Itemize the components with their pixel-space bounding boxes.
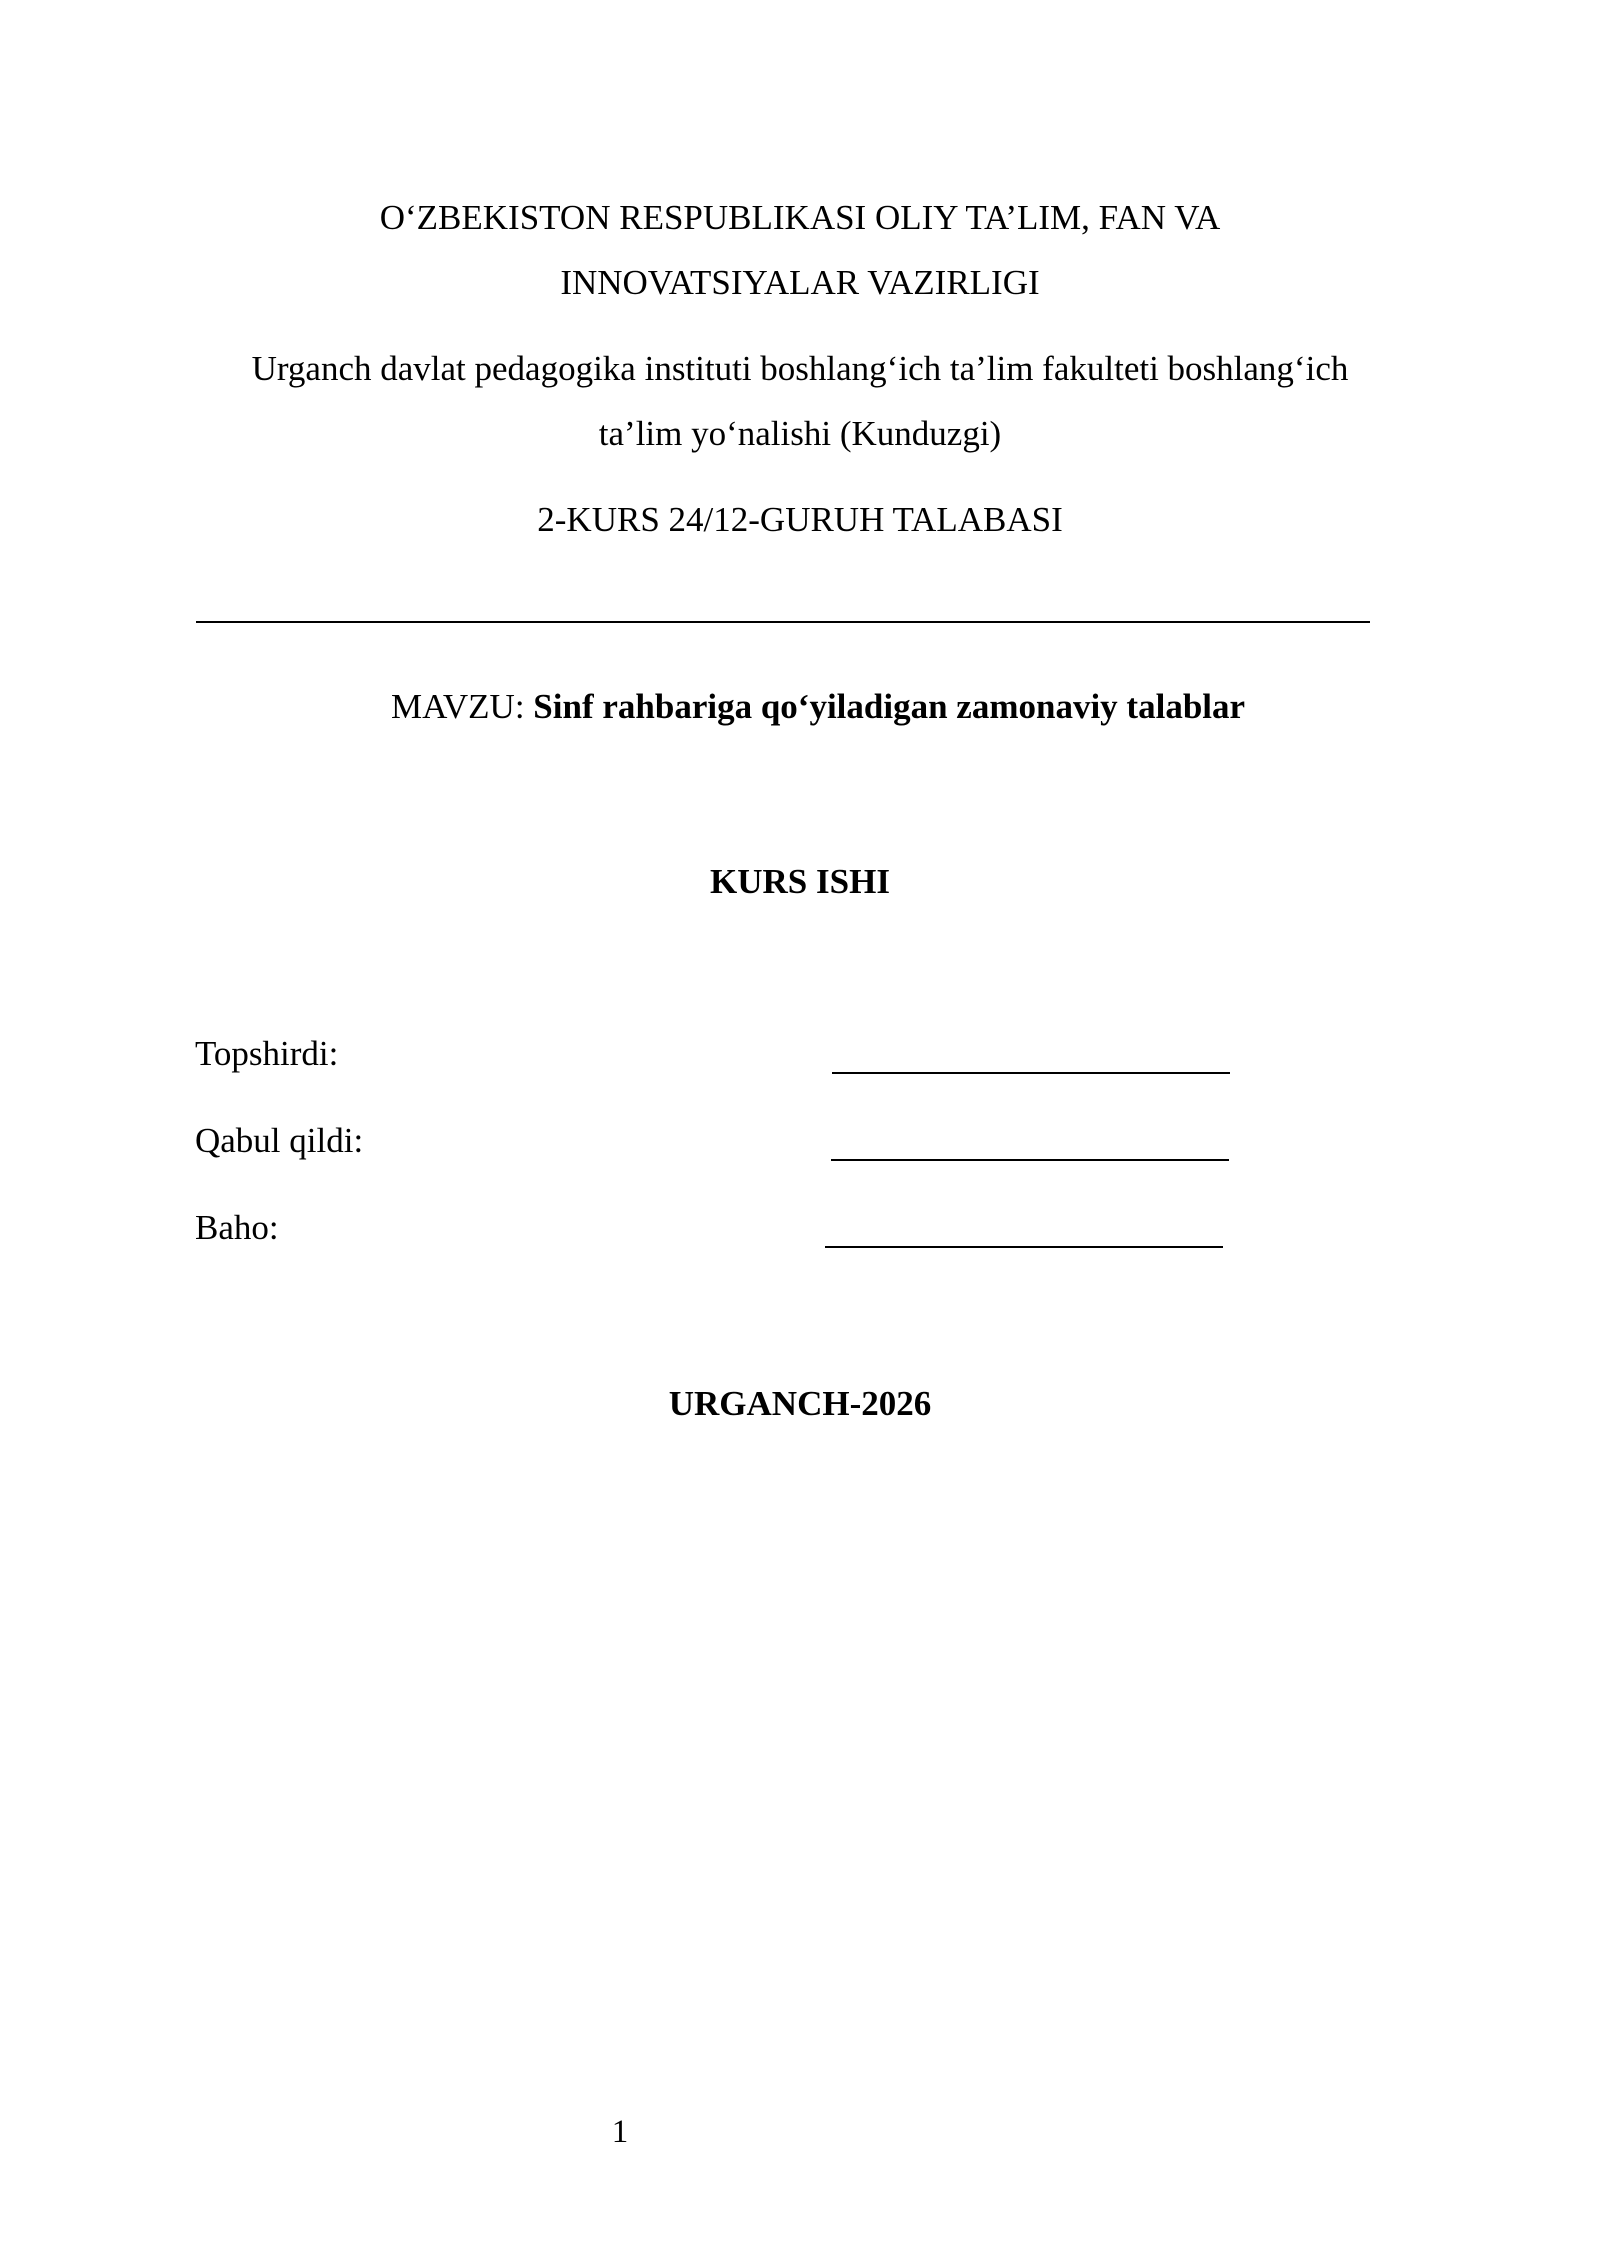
- accepted-by-blank: [831, 1159, 1229, 1161]
- ministry-title-line2: INNOVATSIYALAR VAZIRLIGI: [560, 263, 1040, 302]
- ministry-title-line1: O‘ZBEKISTON RESPUBLIKASI OLIY TA’LIM, FAN VA: [379, 198, 1221, 237]
- topic-label: MAVZU:: [391, 687, 525, 726]
- submitted-by-blank: [832, 1072, 1230, 1074]
- city-year-heading: URGANCH-2026: [668, 1384, 932, 1423]
- submitted-by-label: Topshirdi:: [195, 1034, 339, 1073]
- topic-line: [391, 685, 1245, 729]
- course-group-line: 2-KURS 24/12-GURUH TALABASI: [537, 500, 1063, 539]
- page-number: 1: [611, 2114, 629, 2150]
- institute-line2: ta’lim yo‘nalishi (Kunduzgi): [598, 414, 1002, 453]
- grade-label: Baho:: [195, 1208, 279, 1247]
- accepted-by-label: Qabul qildi:: [195, 1121, 364, 1160]
- work-type-heading: KURS ISHI: [710, 862, 890, 901]
- grade-blank: [825, 1246, 1223, 1248]
- student-name-blank-line: [196, 621, 1370, 623]
- topic-title: Sinf rahbariga qo‘yiladigan zamonaviy talablar: [533, 687, 1246, 726]
- institute-line1: Urganch davlat pedagogika instituti boshlang‘ich ta’lim fakulteti boshlang‘ich: [251, 349, 1349, 388]
